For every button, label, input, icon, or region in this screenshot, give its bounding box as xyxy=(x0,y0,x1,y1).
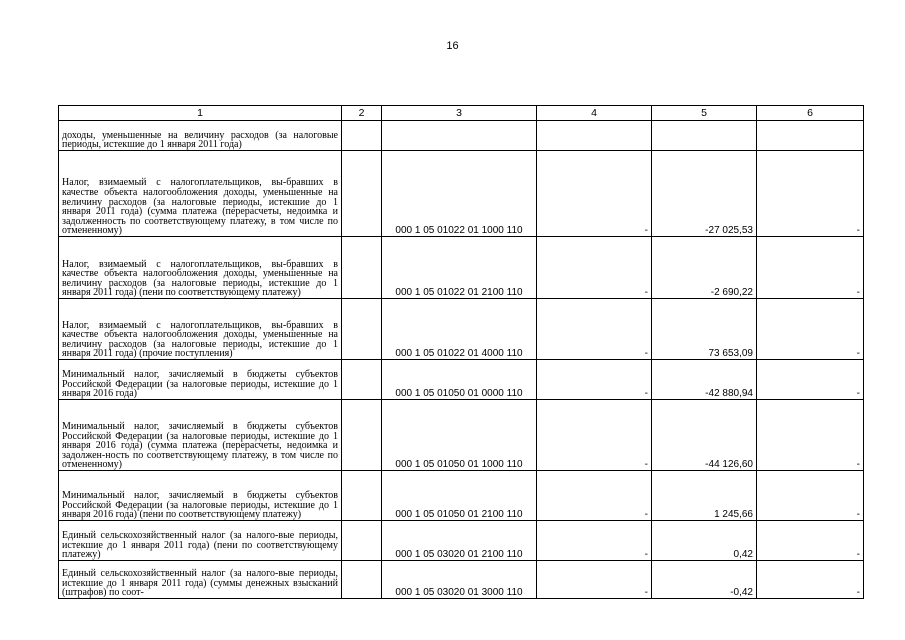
column-header-3: 3 xyxy=(382,106,537,121)
column-header-4: 4 xyxy=(537,106,652,121)
row-col4: - xyxy=(537,360,652,400)
row-col6: - xyxy=(757,521,864,561)
row-name: доходы, уменьшенные на величину расходов (за налоговые периоды, истекшие до 1 января 2011 года) xyxy=(59,121,342,151)
row-budget-code: 000 1 05 01050 01 2100 110 xyxy=(382,471,537,521)
row-name: Налог, взимаемый с налогоплательщиков, вы-бравших в качестве объекта налогообложения доходы, уменьшенные на величину расходов (за налоговые периоды, истекшие до 1 января 2011 года) (сумма платежа (перерасчеты, недоимка и задолженность по соответствующему платежу, в том числе по отмененному) xyxy=(59,151,342,237)
row-col4: - xyxy=(537,151,652,237)
row-amount: -27 025,53 xyxy=(652,151,757,237)
row-budget-code: 000 1 05 01022 01 2100 110 xyxy=(382,237,537,299)
row-line-code xyxy=(342,237,382,299)
row-col6: - xyxy=(757,299,864,360)
revenue-table xyxy=(58,105,864,599)
row-col4 xyxy=(537,121,652,151)
table-row xyxy=(59,400,864,471)
row-col4: - xyxy=(537,299,652,360)
table-row xyxy=(59,360,864,400)
row-name: Минимальный налог, зачисляемый в бюджеты субъектов Российской Федерации (за налоговые периоды, истекшие до 1 января 2016 года) xyxy=(59,360,342,400)
row-amount: -2 690,22 xyxy=(652,237,757,299)
table-row xyxy=(59,151,864,237)
table-row xyxy=(59,121,864,151)
row-col6: - xyxy=(757,400,864,471)
row-col4: - xyxy=(537,521,652,561)
row-line-code xyxy=(342,471,382,521)
row-col6 xyxy=(757,121,864,151)
row-amount: 0,42 xyxy=(652,521,757,561)
row-amount: -42 880,94 xyxy=(652,360,757,400)
table-row xyxy=(59,237,864,299)
row-name: Минимальный налог, зачисляемый в бюджеты субъектов Российской Федерации (за налоговые периоды, истекшие до 1 января 2016 года) (пени по соответствующему платежу) xyxy=(59,471,342,521)
row-col6: - xyxy=(757,561,864,599)
row-line-code xyxy=(342,360,382,400)
row-amount: -44 126,60 xyxy=(652,400,757,471)
row-amount: -0,42 xyxy=(652,561,757,599)
table-row xyxy=(59,521,864,561)
row-budget-code: 000 1 05 03020 01 2100 110 xyxy=(382,521,537,561)
column-header-5: 5 xyxy=(652,106,757,121)
table-row xyxy=(59,471,864,521)
row-line-code xyxy=(342,151,382,237)
row-line-code xyxy=(342,561,382,599)
row-col4: - xyxy=(537,471,652,521)
row-col4: - xyxy=(537,561,652,599)
row-amount xyxy=(652,121,757,151)
column-header-6: 6 xyxy=(757,106,864,121)
row-name: Минимальный налог, зачисляемый в бюджеты субъектов Российской Федерации (за налоговые периоды, истекшие до 1 января 2016 года) (сумма платежа (перерасчеты, недоимка и задолжен-ность по соответствующему платежу, в том числе по отмененному) xyxy=(59,400,342,471)
table-row xyxy=(59,299,864,360)
row-budget-code: 000 1 05 01050 01 1000 110 xyxy=(382,400,537,471)
row-col6: - xyxy=(757,360,864,400)
row-budget-code: 000 1 05 01050 01 0000 110 xyxy=(382,360,537,400)
row-line-code xyxy=(342,121,382,151)
row-col4: - xyxy=(537,400,652,471)
row-col6: - xyxy=(757,471,864,521)
row-name: Налог, взимаемый с налогоплательщиков, вы-бравших в качестве объекта налогообложения доходы, уменьшенные на величину расходов (за налоговые периоды, истекшие до 1 января 2011 года) (пени по соответствующему платежу) xyxy=(59,237,342,299)
row-col6: - xyxy=(757,237,864,299)
row-line-code xyxy=(342,521,382,561)
row-line-code xyxy=(342,400,382,471)
row-col4: - xyxy=(537,237,652,299)
row-budget-code: 000 1 05 03020 01 3000 110 xyxy=(382,561,537,599)
row-budget-code: 000 1 05 01022 01 4000 110 xyxy=(382,299,537,360)
row-budget-code xyxy=(382,121,537,151)
row-name: Единый сельскохозяйственный налог (за налого-вые периоды, истекшие до 1 января 2011 года) (пени по соответствующему платежу) xyxy=(59,521,342,561)
column-header-1: 1 xyxy=(59,106,342,121)
row-amount: 1 245,66 xyxy=(652,471,757,521)
row-budget-code: 000 1 05 01022 01 1000 110 xyxy=(382,151,537,237)
row-col6: - xyxy=(757,151,864,237)
row-name: Налог, взимаемый с налогоплательщиков, вы-бравших в качестве объекта налогообложения доходы, уменьшенные на величину расходов (за налоговые периоды, истекшие до 1 января 2011 года) (прочие поступления) xyxy=(59,299,342,360)
row-name: Единый сельскохозяйственный налог (за налого-вые периоды, истекшие до 1 января 2011 года) (суммы денежных взысканий (штрафов) по соот- xyxy=(59,561,342,599)
row-line-code xyxy=(342,299,382,360)
column-header-2: 2 xyxy=(342,106,382,121)
table-row xyxy=(59,561,864,599)
page-number: 16 xyxy=(446,40,459,52)
row-amount: 73 653,09 xyxy=(652,299,757,360)
table-header-row xyxy=(59,106,864,121)
